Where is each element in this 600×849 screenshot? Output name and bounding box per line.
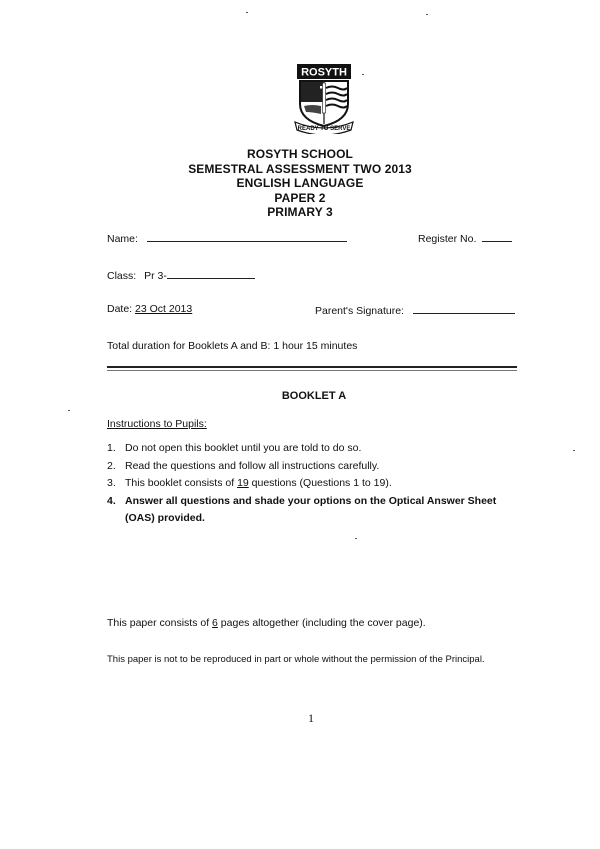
item-text-continued: (OAS) provided. bbox=[125, 512, 205, 524]
date-field bbox=[107, 303, 192, 315]
pages-note-pre: This paper consists of bbox=[107, 617, 213, 629]
item-text bbox=[125, 475, 392, 493]
list-item bbox=[107, 475, 496, 493]
divider-line-shadow bbox=[107, 370, 517, 371]
instructions-list bbox=[107, 440, 496, 528]
scan-speck bbox=[246, 12, 248, 13]
crest-banner-text: ROSYTH bbox=[301, 66, 347, 79]
duration-text: Total duration for Booklets A and B: 1 hour 15 minutes bbox=[107, 340, 358, 352]
item-text: Read the questions and follow all instructions carefully. bbox=[125, 459, 380, 472]
pages-note bbox=[107, 617, 426, 629]
signature-label: Parent's Signature: bbox=[315, 305, 404, 317]
item-number: 1. bbox=[107, 442, 116, 454]
register-field bbox=[418, 231, 512, 245]
class-label: Class: bbox=[107, 270, 137, 282]
name-label: Name: bbox=[107, 233, 138, 245]
school-name: ROSYTH SCHOOL bbox=[247, 147, 353, 161]
pages-count: 6 bbox=[212, 617, 218, 629]
instructions-heading: Instructions to Pupils: bbox=[107, 418, 207, 430]
item-text-pre: This booklet consists of bbox=[125, 477, 238, 489]
register-blank[interactable] bbox=[482, 231, 512, 242]
item-text: Answer all questions and shade your options on the Optical Answer Sheet bbox=[125, 494, 497, 507]
class-field bbox=[107, 268, 255, 282]
scan-speck bbox=[68, 410, 70, 411]
subject-title: ENGLISH LANGUAGE bbox=[236, 176, 364, 191]
name-blank[interactable] bbox=[147, 231, 347, 242]
paper-title: PAPER 2 bbox=[274, 190, 326, 205]
register-label: Register No. bbox=[418, 233, 477, 245]
scan-speck bbox=[362, 74, 364, 75]
item-text: Do not open this booklet until you are told to do so. bbox=[125, 442, 362, 454]
booklet-title: BOOKLET A bbox=[281, 390, 347, 402]
name-field bbox=[107, 231, 347, 245]
level-title: PRIMARY 3 bbox=[267, 205, 333, 220]
crest-motto: READY TO SERVE bbox=[297, 126, 351, 132]
divider-line bbox=[107, 366, 517, 368]
item-number: 2. bbox=[107, 459, 116, 472]
copyright-note: This paper is not to be reproduced in part or whole without the permission of the Principal. bbox=[107, 654, 485, 665]
date-value: 23 Oct 2013 bbox=[135, 303, 193, 315]
class-value: Pr 3- bbox=[144, 270, 167, 282]
signature-field bbox=[315, 303, 515, 317]
title-block bbox=[0, 147, 600, 220]
list-item bbox=[107, 440, 496, 458]
signature-blank[interactable] bbox=[413, 303, 515, 314]
class-blank[interactable] bbox=[167, 268, 255, 279]
school-crest-logo bbox=[292, 62, 356, 134]
scan-speck bbox=[355, 538, 357, 539]
question-count: 19 bbox=[237, 477, 249, 489]
item-number: 3. bbox=[107, 477, 116, 489]
page-number: 1 bbox=[308, 711, 314, 725]
pages-note-post: pages altogether (including the cover page). bbox=[217, 617, 426, 629]
item-number: 4. bbox=[107, 494, 116, 507]
scan-speck bbox=[426, 14, 428, 15]
item-text-post: questions (Questions 1 to 19). bbox=[248, 477, 392, 489]
scan-speck bbox=[573, 450, 575, 451]
date-label: Date: bbox=[107, 303, 133, 315]
list-item bbox=[107, 493, 496, 511]
assessment-title: SEMESTRAL ASSESSMENT TWO 2013 bbox=[188, 161, 412, 176]
list-item bbox=[107, 458, 496, 476]
